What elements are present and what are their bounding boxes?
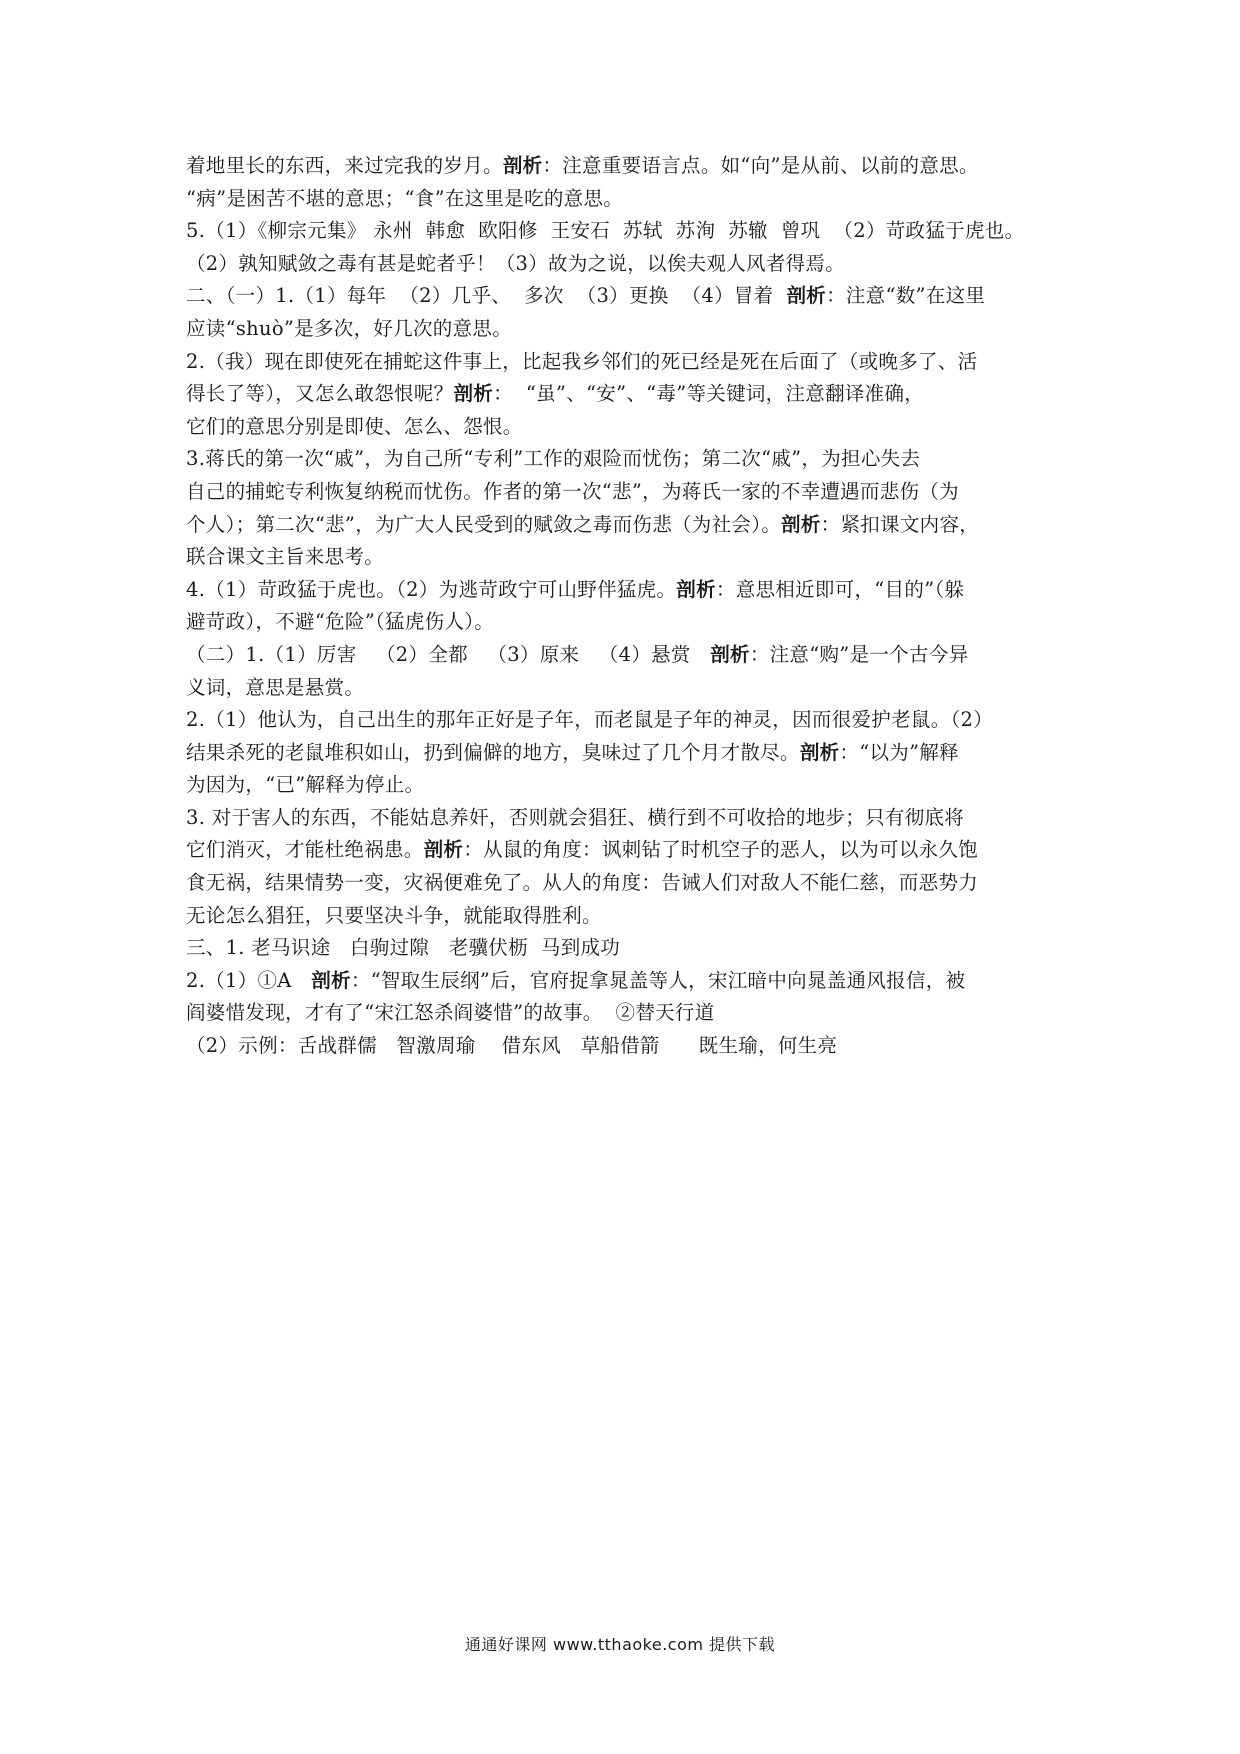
text-segment: 为因为，“已”解释为停止。 bbox=[186, 773, 425, 797]
text-line bbox=[186, 183, 1058, 216]
text-segment: 它们的意思分别是即使、怎么、怨恨。 bbox=[186, 414, 523, 438]
text-line bbox=[186, 541, 1058, 574]
text-line bbox=[186, 574, 1058, 607]
text-segment: 5.（1）《柳宗元集》 永州 韩愈 欧阳修 王安石 苏轼 苏洵 苏辙 曾巩 （2）苛政猛于虎也。 bbox=[186, 219, 1025, 243]
text-segment: 避苛政），不避“危险”（猛虎伤人）。 bbox=[186, 610, 495, 634]
text-segment: 义词，意思是悬赏。 bbox=[186, 675, 365, 699]
text-segment: 联合课文主旨来思考。 bbox=[186, 545, 385, 569]
text-line bbox=[186, 932, 1058, 965]
text-line bbox=[186, 150, 1058, 183]
text-segment: 结果杀死的老鼠堆积如山，扔到偏僻的地方，臭味过了几个月才散尽。 bbox=[186, 740, 800, 764]
text-line bbox=[186, 867, 1058, 900]
text-line bbox=[186, 346, 1058, 379]
analysis-label: 剖析 bbox=[311, 968, 351, 992]
text-line bbox=[186, 378, 1058, 411]
analysis-label: 剖析 bbox=[799, 740, 840, 764]
text-line bbox=[186, 834, 1058, 867]
text-segment: ：注意“购”是一个古今异 bbox=[749, 642, 969, 666]
text-segment: “病”是困苦不堪的意思；“食”在这里是吃的意思。 bbox=[186, 186, 624, 210]
text-line bbox=[186, 672, 1058, 705]
text-line bbox=[186, 280, 1058, 313]
text-segment: ： “虽”、“安”、“毒”等关键词，注意翻译准确， bbox=[493, 382, 925, 406]
text-segment: 食无祸，结果情势一变，灾祸便难免了。从人的角度：告诫人们对敌人不能仁慈，而恶势力 bbox=[186, 871, 979, 895]
text-line bbox=[186, 606, 1058, 639]
text-line bbox=[186, 443, 1058, 476]
answer-text-block bbox=[186, 150, 1058, 1063]
text-segment: 得长了等），又怎么敢怨恨呢？ bbox=[186, 382, 454, 406]
text-segment: ：“以为”解释 bbox=[839, 740, 959, 764]
text-segment: （2）孰知赋敛之毒有甚是蛇者乎！（3）故为之说，以俟夫观人风者得焉。 bbox=[186, 251, 846, 275]
text-segment: （2）示例：舌战群儒 智激周瑜 借东风 草船借箭 既生瑜，何生亮 bbox=[186, 1034, 838, 1058]
text-segment: 着地里长的东西，来过完我的岁月。 bbox=[186, 154, 503, 177]
text-segment: ：紧扣课文内容， bbox=[820, 512, 980, 536]
text-line bbox=[186, 215, 1058, 248]
text-line bbox=[186, 704, 1058, 737]
text-line bbox=[186, 248, 1058, 281]
text-segment: ：注意“数”在这里 bbox=[826, 284, 986, 308]
text-segment: 3.蒋氏的第一次“戚”，为自己所“专利”工作的艰险而忧伤；第二次“戚”，为担心失去 bbox=[186, 447, 921, 471]
text-segment: ：“智取生辰纲”后，官府捉拿晁盖等人，宋江暗中向晁盖通风报信，被 bbox=[350, 968, 966, 992]
text-segment: 三、1. 老马识途 白驹过隙 老骥伏枥 马到成功 bbox=[186, 936, 621, 960]
text-line bbox=[186, 997, 1058, 1030]
text-segment: 应读“shuò”是多次，好几次的意思。 bbox=[186, 316, 513, 340]
text-line bbox=[186, 965, 1058, 998]
text-line bbox=[186, 900, 1058, 933]
text-line bbox=[186, 509, 1058, 542]
text-line bbox=[186, 769, 1058, 802]
text-segment: 3. 对于害人的东西，不能姑息养奸，否则就会猖狂、横行到不可收拾的地步；只有彻底将 bbox=[186, 805, 965, 829]
page-footer: 通通好课网 www.tthaoke.com 提供下载 bbox=[464, 1635, 776, 1654]
text-segment: ：注意重要语言点。如“向”是从前、以前的意思。 bbox=[542, 154, 979, 177]
text-line bbox=[186, 639, 1058, 672]
text-segment: ：从鼠的角度：讽刺钻了时机空子的恶人，以为可以永久饱 bbox=[463, 838, 979, 862]
text-segment: （二）1.（1）厉害 （2）全都 （3）原来 （4）悬赏 bbox=[186, 642, 711, 666]
text-segment: ：意思相近即可，“目的”（躲 bbox=[715, 577, 965, 601]
analysis-label: 剖析 bbox=[786, 284, 827, 308]
text-segment: 2.（我）现在即使死在捕蛇这件事上，比起我乡邻们的死已经是死在后面了（或晚多了、活 bbox=[186, 349, 978, 373]
text-line bbox=[186, 1030, 1058, 1063]
text-segment: 无论怎么猖狂，只要坚决斗争，就能取得胜利。 bbox=[186, 903, 602, 927]
text-segment: 4.（1）苛政猛于虎也。（2）为逃苛政宁可山野伴猛虎。 bbox=[186, 577, 677, 601]
text-segment: 2.（1）①A bbox=[186, 968, 312, 992]
text-line bbox=[186, 313, 1058, 346]
text-line bbox=[186, 411, 1058, 444]
text-segment: 个人）；第二次“悲”，为广大人民受到的赋敛之毒而伤悲（为社会）。 bbox=[186, 512, 782, 536]
text-segment: 二、（一）1.（1）每年 （2）几乎、 多次 （3）更换 （4）冒着 bbox=[186, 284, 787, 308]
text-segment: 2.（1）他认为，自己出生的那年正好是子年，而老鼠是子年的神灵，因而很爱护老鼠。（2） bbox=[186, 708, 994, 732]
analysis-label: 剖析 bbox=[423, 838, 464, 862]
analysis-label: 剖析 bbox=[502, 154, 543, 177]
text-segment: 它们消灭，才能杜绝祸患。 bbox=[186, 838, 424, 862]
text-line bbox=[186, 476, 1058, 509]
analysis-label: 剖析 bbox=[781, 512, 821, 536]
text-segment: 阎婆惜发现，才有了“宋江怒杀阎婆惜”的故事。 ②替天行道 bbox=[186, 1001, 715, 1025]
text-segment: 自己的捕蛇专利恢复纳税而忧伤。作者的第一次“悲”，为蒋氏一家的不幸遭遇而悲伤（为 bbox=[186, 479, 959, 503]
text-line bbox=[186, 737, 1058, 770]
analysis-label: 剖析 bbox=[676, 577, 716, 601]
text-line bbox=[186, 802, 1058, 835]
analysis-label: 剖析 bbox=[453, 382, 494, 406]
analysis-label: 剖析 bbox=[710, 642, 750, 666]
